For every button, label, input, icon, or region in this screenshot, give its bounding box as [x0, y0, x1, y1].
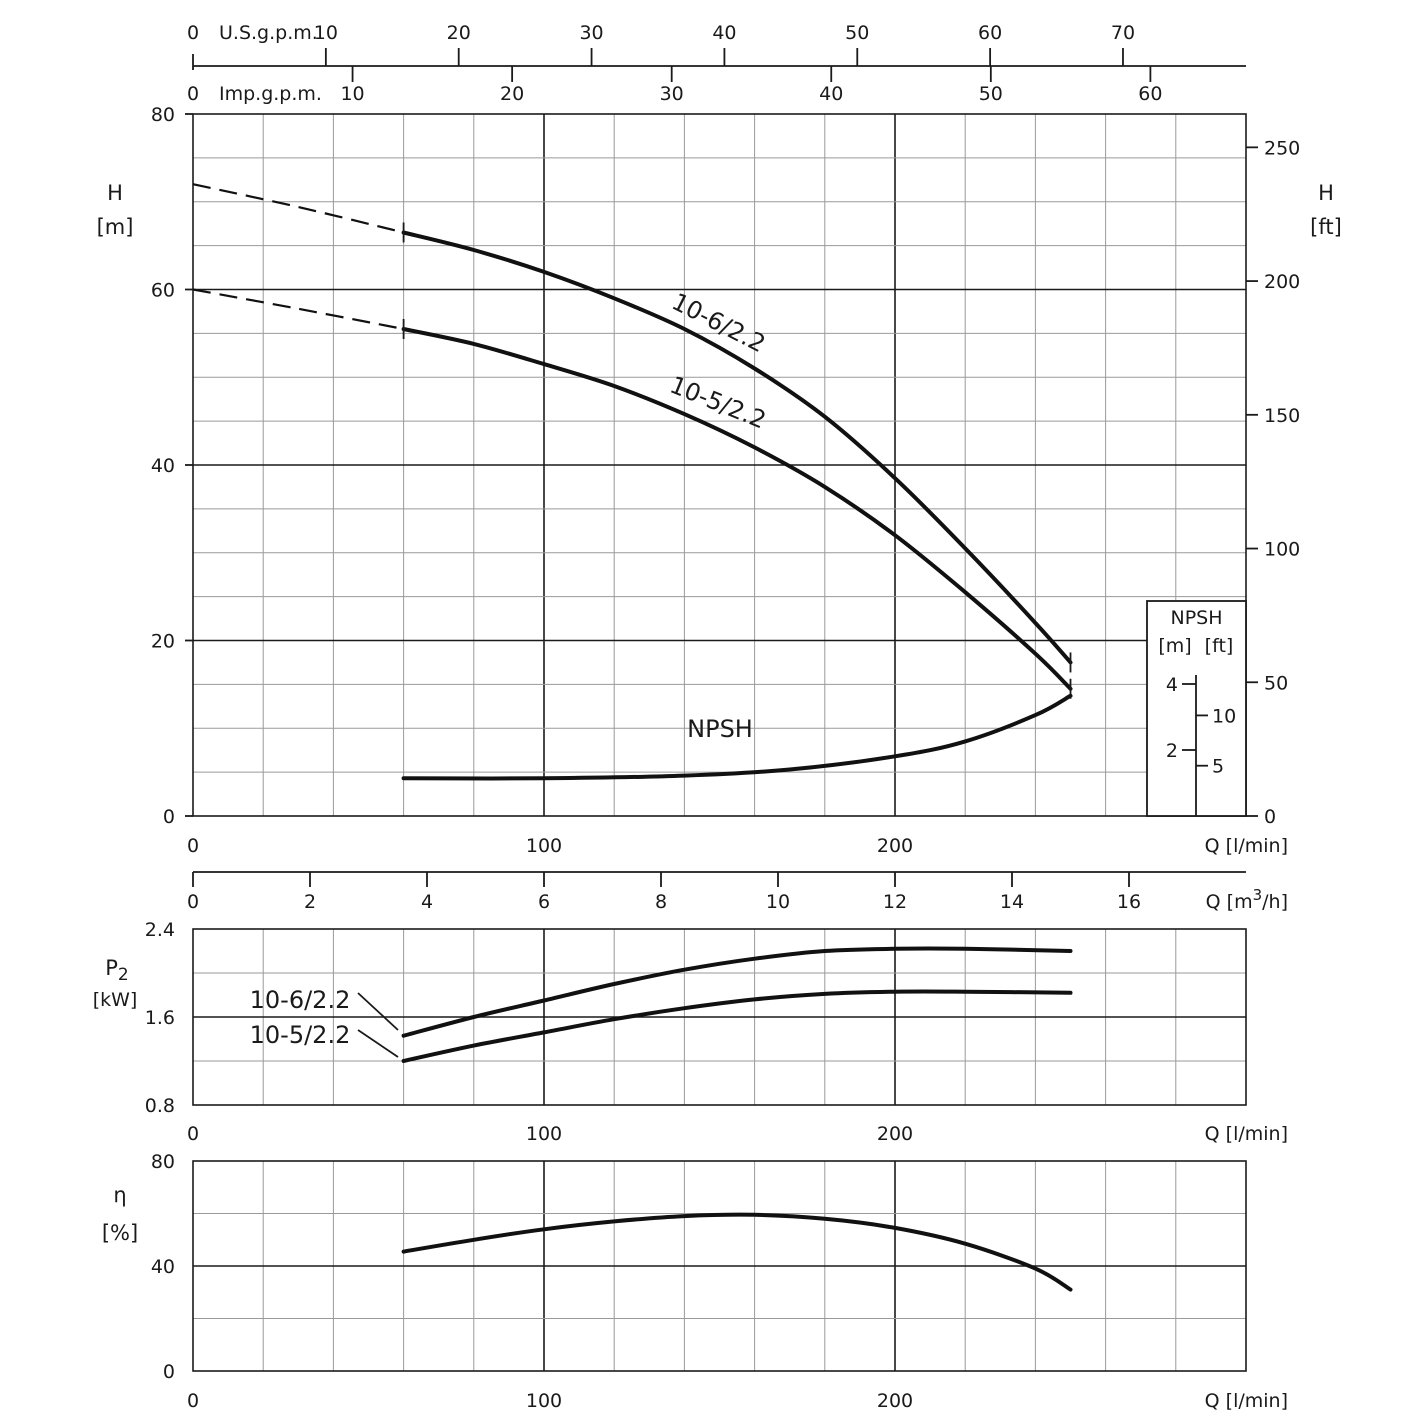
m3h-tick-label: 8	[654, 891, 668, 913]
npsh-inset-unit-m: [m]	[1158, 635, 1192, 657]
head-yunit: [m]	[96, 215, 134, 239]
head-curve-10-6-2-2-dashed	[193, 184, 404, 232]
power-xtick-label: 0	[186, 1123, 200, 1145]
head-xlabel: Q [l/min]	[1204, 835, 1288, 857]
head-ytick-label: 0	[162, 806, 175, 828]
head-ft-tick-label: 100	[1264, 538, 1301, 561]
eff-xtick-label: 0	[186, 1390, 200, 1412]
eff-ytick-label: 80	[150, 1151, 175, 1173]
impgpm-tick-label: 60	[1138, 83, 1163, 105]
m3h-tick-label: 10	[765, 891, 791, 913]
m3h-label: Q $[m^3/h]$	[1205, 886, 1288, 913]
m3h-tick-label: 6	[537, 891, 551, 913]
head-label-10-6: 10-6/2.2	[667, 287, 770, 359]
usgpm-tick-label: 60	[978, 22, 1003, 44]
npsh-inset-m-label: 2	[1165, 740, 1178, 762]
head-xtick-label: 200	[876, 835, 914, 857]
impgpm-tick-label: 20	[500, 83, 525, 105]
power-leader-10-6	[358, 993, 398, 1030]
eff-xtick-label: 100	[525, 1390, 563, 1412]
head-ytick-label: 80	[150, 104, 175, 126]
head-ft-tick-label: 0	[1264, 806, 1277, 828]
eff-ylabel: η	[113, 1183, 127, 1207]
head-ylabel: H	[107, 181, 123, 205]
impgpm-label: Imp.g.p.m.	[219, 83, 322, 105]
head-curve-10-5-2-2-dashed	[193, 290, 404, 330]
power-xtick-label: 100	[525, 1123, 563, 1145]
power-xtick-label: 200	[876, 1123, 914, 1145]
head-xtick-label: 100	[525, 835, 563, 857]
m3h-tick-label: 0	[186, 891, 200, 913]
impgpm-tick-label: 50	[978, 83, 1003, 105]
usgpm-label: U.S.g.p.m.	[219, 22, 318, 44]
head-ft-tick-label: 250	[1264, 137, 1301, 160]
m3h-tick-label: 14	[999, 891, 1025, 913]
impgpm-tick-label: 10	[340, 83, 365, 105]
eff-xlabel: Q [l/min]	[1204, 1390, 1288, 1412]
m3h-tick-label: 12	[882, 891, 908, 913]
npsh-inset-ft-label: 10	[1212, 705, 1237, 728]
usgpm-tick-label: 40	[712, 22, 737, 44]
head-ft-tick-label: 150	[1264, 404, 1301, 427]
impgpm-zero-label: 0	[186, 83, 200, 105]
head-ft-tick-label: 200	[1264, 271, 1301, 294]
usgpm-tick-label: 20	[446, 22, 471, 44]
power-leader-10-5	[358, 1030, 398, 1057]
npsh-inset-unit-ft: [ft]	[1204, 635, 1234, 657]
axes-layer	[185, 48, 1258, 1371]
power-yunit: [kW]	[92, 989, 138, 1011]
npsh-curve-label: NPSH	[687, 715, 753, 743]
usgpm-zero-label: 0	[186, 22, 200, 44]
usgpm-tick-label: 10	[313, 22, 338, 44]
head-yunit-right: [ft]	[1310, 215, 1342, 239]
usgpm-tick-label: 30	[579, 22, 604, 44]
head-ft-tick-label: 50	[1264, 672, 1289, 695]
power-ytick-label: 1.6	[144, 1007, 175, 1029]
m3h-tick-label: 16	[1116, 891, 1142, 913]
power-label-10-6: 10-6/2.2	[249, 986, 351, 1014]
power-ytick-label: 0.8	[144, 1095, 175, 1117]
power-ytick-label: 2.4	[144, 919, 175, 941]
npsh-inset-ft-label: 5	[1212, 755, 1225, 778]
impgpm-tick-label: 30	[659, 83, 684, 105]
curves-layer	[193, 184, 1071, 1289]
eff-yunit: [%]	[101, 1221, 139, 1245]
eff-curve	[404, 1215, 1071, 1290]
head-ytick-label: 40	[150, 455, 175, 477]
power-label-10-5: 10-5/2.2	[249, 1021, 351, 1049]
power-ylabel: $P_2$	[105, 956, 129, 985]
npsh-inset-m-label: 4	[1165, 674, 1178, 696]
eff-xtick-label: 200	[876, 1390, 914, 1412]
power-xlabel: Q [l/min]	[1204, 1123, 1288, 1145]
head-ytick-label: 60	[150, 279, 175, 302]
head-ylabel-right: H	[1318, 181, 1334, 205]
head-label-10-5: 10-5/2.2	[666, 370, 770, 435]
eff-ytick-label: 0	[162, 1361, 175, 1383]
head-xtick-label: 0	[186, 835, 200, 857]
usgpm-tick-label: 50	[845, 22, 870, 44]
eff-ytick-label: 40	[150, 1256, 175, 1278]
m3h-tick-label: 2	[303, 891, 317, 913]
usgpm-tick-label: 70	[1110, 22, 1136, 44]
m3h-tick-label: 4	[420, 891, 434, 913]
impgpm-tick-label: 40	[819, 83, 844, 105]
npsh-inset-title: NPSH	[1170, 607, 1223, 629]
power-curve-10-5-2-2	[404, 991, 1071, 1061]
head-ytick-label: 20	[150, 630, 175, 653]
